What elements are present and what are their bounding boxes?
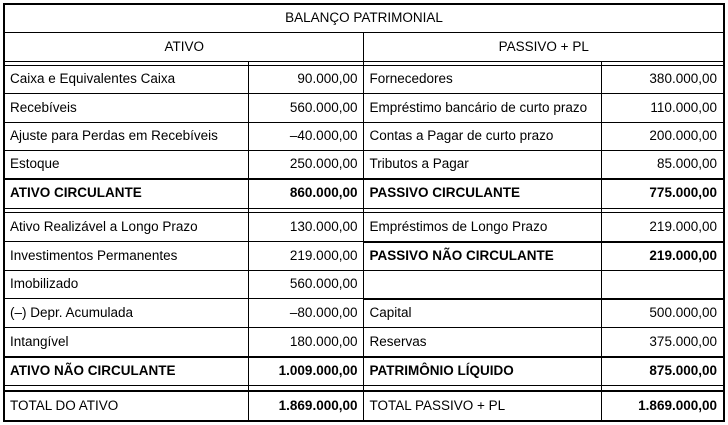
table-row	[4, 391, 724, 421]
account-label: Contas a Pagar de curto prazo	[364, 122, 602, 150]
account-label: Ativo Realizável a Longo Prazo	[4, 213, 249, 242]
account-value: 85.000,00	[602, 150, 724, 179]
account-value: –40.000,00	[249, 122, 364, 150]
account-value: 560.000,00	[249, 271, 364, 299]
account-label: Fornecedores	[364, 66, 602, 94]
balance-sheet-body	[4, 4, 724, 421]
account-value: 180.000,00	[249, 328, 364, 357]
table-row	[4, 242, 724, 271]
account-label: Intangível	[4, 328, 249, 357]
account-value: 860.000,00	[249, 179, 364, 208]
account-label	[364, 271, 602, 299]
account-value: 1.869.000,00	[602, 391, 724, 421]
account-value: 219.000,00	[249, 242, 364, 271]
account-label: PASSIVO CIRCULANTE	[364, 179, 602, 208]
account-label: Recebíveis	[4, 94, 249, 122]
account-value: 219.000,00	[602, 242, 724, 271]
account-value: 875.000,00	[602, 357, 724, 386]
table-row	[4, 271, 724, 299]
account-label: Empréstimo bancário de curto prazo	[364, 94, 602, 122]
account-label: TOTAL DO ATIVO	[4, 391, 249, 421]
account-label: PATRIMÔNIO LÍQUIDO	[364, 357, 602, 386]
account-label: (–) Depr. Acumulada	[4, 299, 249, 328]
account-label: TOTAL PASSIVO + PL	[364, 391, 602, 421]
account-value: 375.000,00	[602, 328, 724, 357]
table-row	[4, 299, 724, 328]
account-label: Tributos a Pagar	[364, 150, 602, 179]
column-header-passivo-pl: PASSIVO + PL	[364, 33, 724, 61]
account-label: Reservas	[364, 328, 602, 357]
title-row	[4, 4, 724, 33]
account-value: 90.000,00	[249, 66, 364, 94]
column-header-ativo: ATIVO	[4, 33, 364, 61]
column-header-row	[4, 33, 724, 61]
account-label: PASSIVO NÃO CIRCULANTE	[364, 242, 602, 271]
account-value: 560.000,00	[249, 94, 364, 122]
table-row	[4, 328, 724, 357]
table-row	[4, 357, 724, 386]
account-label: Ajuste para Perdas em Recebíveis	[4, 122, 249, 150]
account-label: Empréstimos de Longo Prazo	[364, 213, 602, 242]
table-row	[4, 94, 724, 122]
table-row	[4, 150, 724, 179]
table-row	[4, 122, 724, 150]
account-value: 775.000,00	[602, 179, 724, 208]
account-value: 250.000,00	[249, 150, 364, 179]
account-value: 380.000,00	[602, 66, 724, 94]
account-label: Estoque	[4, 150, 249, 179]
table-row	[4, 66, 724, 94]
account-value: 219.000,00	[602, 213, 724, 242]
table-row	[4, 213, 724, 242]
account-value: 200.000,00	[602, 122, 724, 150]
table-row	[4, 179, 724, 208]
account-value	[602, 271, 724, 299]
account-value: 1.869.000,00	[249, 391, 364, 421]
account-value: 130.000,00	[249, 213, 364, 242]
account-label: Capital	[364, 299, 602, 328]
account-label: ATIVO NÃO CIRCULANTE	[4, 357, 249, 386]
page-title: BALANÇO PATRIMONIAL	[4, 4, 724, 33]
account-value: 500.000,00	[602, 299, 724, 328]
account-value: 110.000,00	[602, 94, 724, 122]
account-value: 1.009.000,00	[249, 357, 364, 386]
account-label: Investimentos Permanentes	[4, 242, 249, 271]
account-label: Caixa e Equivalentes Caixa	[4, 66, 249, 94]
balance-sheet-table	[3, 3, 725, 422]
account-label: ATIVO CIRCULANTE	[4, 179, 249, 208]
account-value: –80.000,00	[249, 299, 364, 328]
account-label: Imobilizado	[4, 271, 249, 299]
